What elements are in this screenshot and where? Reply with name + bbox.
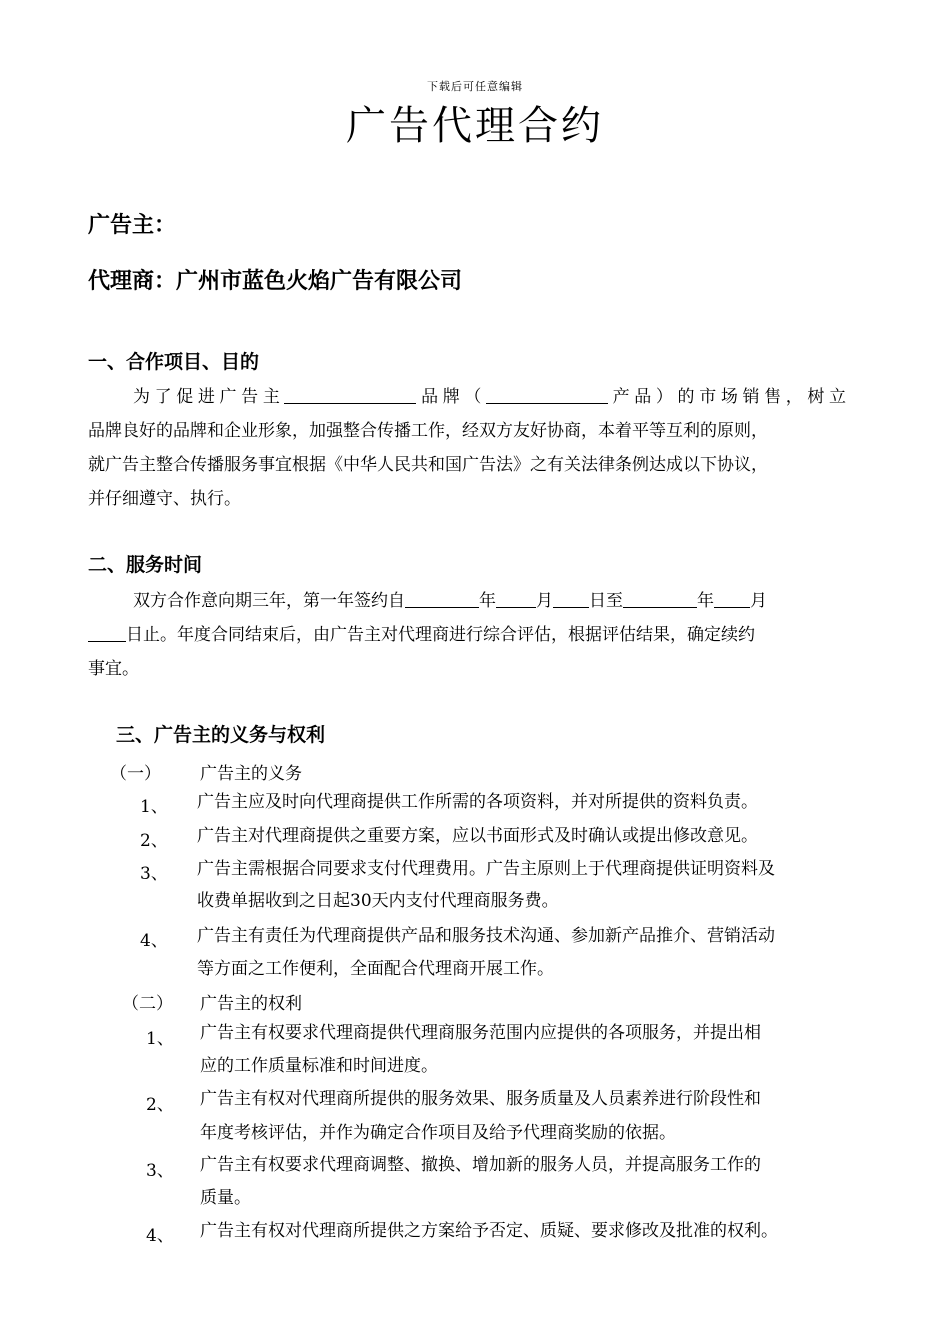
month-label: 月 xyxy=(536,591,553,611)
start-month-blank xyxy=(496,589,536,608)
right-2-number: 2、 xyxy=(146,1095,174,1115)
month-label-2: 月 xyxy=(750,591,767,611)
duty-1-number: 1、 xyxy=(140,797,168,817)
duty-3-line1: 广告主需根据合同要求支付代理费用。广告主原则上于代理商提供证明资料及 xyxy=(197,859,775,879)
section1-heading: 一、合作项目、目的 xyxy=(88,351,260,373)
right-2-line1: 广告主有权对代理商所提供的服务效果、服务质量及人员素养进行阶段性和 xyxy=(200,1089,761,1109)
advertiser-label: 广告主： xyxy=(88,213,177,238)
right-1-number: 1、 xyxy=(146,1029,174,1049)
duty-2-number: 2、 xyxy=(140,831,168,851)
section1-line1 xyxy=(133,380,846,414)
end-day-blank xyxy=(88,623,126,642)
section1-text-a: 为了促进广告主 xyxy=(133,387,285,407)
right-1-line1: 广告主有权要求代理商提供代理商服务范围内应提供的各项服务，并提出相 xyxy=(200,1023,761,1043)
right-3-line1: 广告主有权要求代理商调整、撤换、增加新的服务人员，并提高服务工作的 xyxy=(200,1155,761,1175)
section2-line3: 事宜。 xyxy=(88,659,139,679)
section2-text-a: 双方合作意向期三年，第一年签约自 xyxy=(133,591,405,611)
sub1-number: （一） xyxy=(110,764,161,784)
header-note: 下载后可任意编辑 xyxy=(427,80,523,93)
sub1-title: 广告主的义务 xyxy=(200,764,302,784)
right-2-line2: 年度考核评估，并作为确定合作项目及给予代理商奖励的依据。 xyxy=(200,1123,676,1143)
section1-text-c: 产品）的市场销售，树立 xyxy=(608,387,847,407)
start-year-blank xyxy=(405,589,479,608)
duty-4-number: 4、 xyxy=(140,931,168,951)
duty-3-number: 3、 xyxy=(140,864,168,884)
section2-line2 xyxy=(88,618,755,652)
duty-3-line2: 收费单据收到之日起30天内支付代理商服务费。 xyxy=(197,891,559,911)
end-year-blank xyxy=(623,589,697,608)
right-3-number: 3、 xyxy=(146,1161,174,1181)
end-month-blank xyxy=(714,589,750,608)
duty-2-line1: 广告主对代理商提供之重要方案，应以书面形式及时确认或提出修改意见。 xyxy=(197,826,758,846)
duty-4-line1: 广告主有责任为代理商提供产品和服务技术沟通、参加新产品推介、营销活动 xyxy=(197,926,775,946)
section1-line3: 就广告主整合传播服务事宜根据《中华人民共和国广告法》之有关法律条例达成以下协议， xyxy=(88,455,768,475)
right-3-line2: 质量。 xyxy=(200,1188,251,1208)
section1-line4: 并仔细遵守、执行。 xyxy=(88,489,241,509)
right-4-line1: 广告主有权对代理商所提供之方案给予否定、质疑、要求修改及批准的权利。 xyxy=(200,1221,778,1241)
section2-heading: 二、服务时间 xyxy=(88,554,203,576)
section1-line2: 品牌良好的品牌和企业形象，加强整合传播工作，经双方友好协商，本着平等互利的原则， xyxy=(88,421,768,441)
sub2-title: 广告主的权利 xyxy=(200,994,302,1014)
start-day-blank xyxy=(553,589,589,608)
day-to-label: 日至 xyxy=(589,591,623,611)
sub2-number: （二） xyxy=(122,994,173,1014)
agent-line: 代理商：广州市蓝色火焰广告有限公司 xyxy=(88,269,463,294)
year-label: 年 xyxy=(479,591,496,611)
section2-text-b: 日止。年度合同结束后，由广告主对代理商进行综合评估，根据评估结果，确定续约 xyxy=(126,625,755,645)
product-blank xyxy=(486,385,608,404)
section3-heading: 三、广告主的义务与权利 xyxy=(116,724,326,746)
right-1-line2: 应的工作质量标准和时间进度。 xyxy=(200,1056,438,1076)
duty-1-line1: 广告主应及时向代理商提供工作所需的各项资料，并对所提供的资料负责。 xyxy=(197,792,758,812)
duty-4-line2: 等方面之工作便利，全面配合代理商开展工作。 xyxy=(197,959,554,979)
section1-text-b: 品牌（ xyxy=(416,387,487,407)
brand-blank xyxy=(284,385,416,404)
document-title: 广告代理合约 xyxy=(346,103,604,149)
section2-line1 xyxy=(133,584,767,618)
right-4-number: 4、 xyxy=(146,1226,174,1246)
year-label-2: 年 xyxy=(697,591,714,611)
